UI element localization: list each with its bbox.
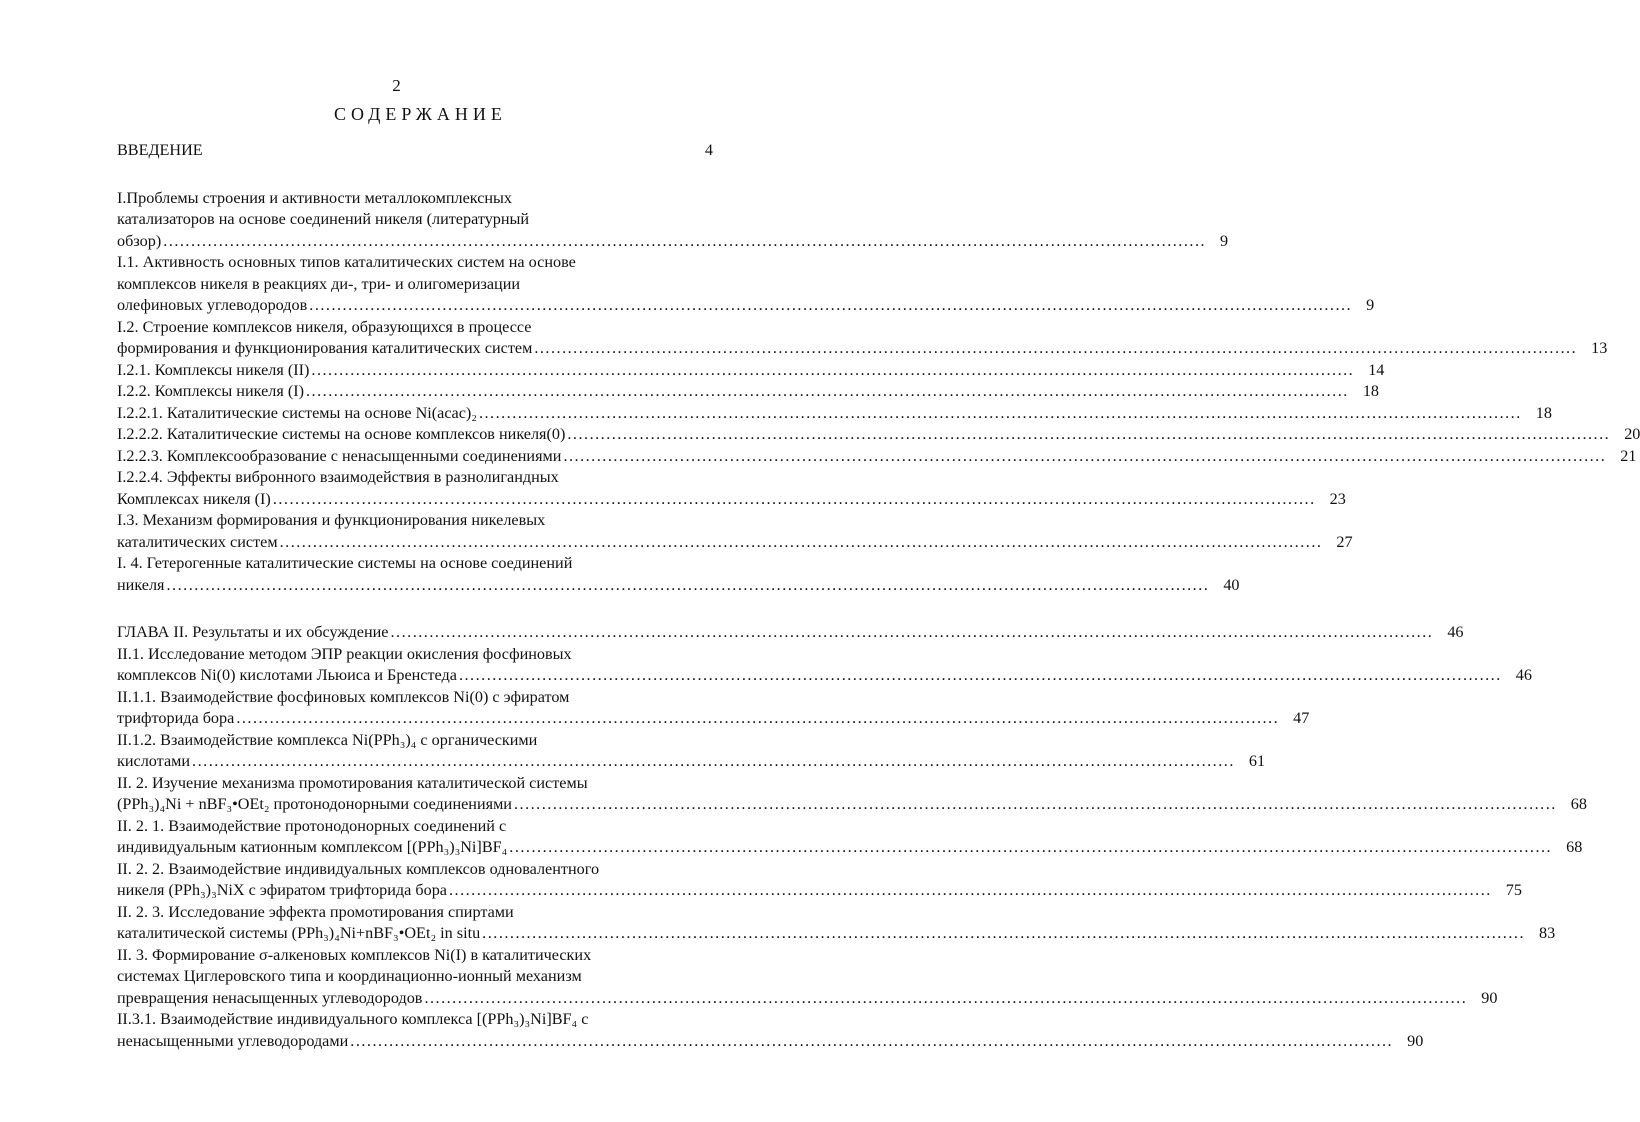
toc-entry-line [117,773,1557,795]
toc-entry-line [117,880,1492,902]
toc-entry-text [117,859,1506,902]
toc-page-number: 27 [1336,532,1353,551]
toc-entry-line [117,1031,1393,1053]
toc-page-number: 68 [1570,795,1587,813]
toc-entry-line [117,859,1492,881]
toc-line-text: I.2.2.1. Каталитические системы на основе Ni(acac)₂ [117,403,477,422]
dot-leader [311,360,1354,382]
toc-entry [117,1009,1424,1052]
toc-entry-text [117,644,1516,687]
dot-leader [534,338,1577,360]
toc-entry [117,140,713,162]
toc-line-text: каталитической системы (PPh₃)₄Ni+nBF₃•OEt₂ in situ [117,924,481,942]
dot-leader [280,532,1323,554]
toc-entry [117,188,1229,253]
toc-line-text: II. 2. 3. Исследование эффекта промотирования спиртами [117,902,514,921]
toc-entry-line [117,231,1206,253]
toc-entry-line [117,751,1235,773]
toc-line-text: II.1.1. Взаимодействие фосфиновых комплексов Ni(0) с эфиратом [117,687,570,706]
toc-entry [117,644,1532,687]
dot-leader [236,708,1279,730]
toc-line-text: обзор) [117,231,162,250]
toc-entry-line [117,945,1467,967]
section-gap [117,162,713,188]
toc-entry [117,360,1385,382]
toc-line-text: превращения ненасыщенных углеводородов [117,988,423,1007]
toc-entry-text [117,902,1539,945]
dot-leader [309,295,1352,317]
toc-page-number: 46 [1447,623,1464,641]
toc-line-text: Комплексах никеля (I) [117,489,271,508]
toc-entry-line [117,252,1352,274]
toc-entry-line [117,575,1209,597]
toc-entry-line [117,988,1467,1010]
toc-entry-line [117,338,1577,360]
toc-entry-line [117,532,1322,554]
toc-entry-line [117,1009,1393,1031]
toc-page-number: 13 [1591,339,1608,357]
toc-entry-line [117,295,1352,317]
toc-entry-line [117,489,1316,511]
toc-line-text: I.2.2. Комплексы никеля (I) [117,382,304,400]
toc-entry-text [117,945,1481,1010]
toc-entry [117,252,1375,317]
toc-line-text: комплексов никеля в реакциях ди-, три- и олигомеризации [117,274,521,293]
toc-entry-text [117,381,1363,403]
toc-line-text: II. 2. 1. Взаимодействие протонодонорных соединений с [117,816,507,835]
dot-leader [391,622,1434,644]
toc-entry [117,403,1552,425]
dot-leader [167,575,1210,597]
toc-entry-line [117,510,1322,532]
dot-leader [479,403,1522,425]
toc-line-text: никеля (PPh₃)₃NiX с эфиратом трифторида бора [117,881,447,899]
toc-entry [117,510,1353,553]
toc-page-number: 47 [1293,709,1310,727]
toc-entry-text [117,730,1249,773]
toc-line-text: I.1. Активность основных типов каталитических систем на основе [117,253,576,271]
toc-line-text: ненасыщенными углеводородами [117,1031,349,1050]
toc-line-text: олефиновых углеводородов [117,296,308,314]
toc-line-text: индивидуальным катионным комплексом [(PPh₃)₃Ni]BF₄ [117,838,508,856]
toc-line-text: I.2.2.4. Эффекты вибронного взаимодействия в разнолигандных [117,468,559,486]
toc-entry-line [117,467,1316,489]
toc-entry-line [117,665,1502,687]
toc-page-number: 23 [1329,489,1346,508]
toc-entry-text [117,403,1536,425]
toc-entry-text [117,317,1591,360]
toc-entry-line [117,446,1606,468]
toc-entry [117,467,1346,510]
toc-line-text: I. 4. Гетерогенные каталитические системы на основе соединений [117,554,573,572]
toc-entry-text [117,188,1220,253]
toc-line-text: I.Проблемы строения и активности металлокомплексных [117,188,513,207]
toc-entry [117,730,1266,773]
toc-entry-line [117,381,1349,403]
toc-line-text: I.2.1. Комплексы никеля (II) [117,360,310,379]
toc-entry-text [117,622,1447,644]
toc-line-text: ВВЕДЕНИЕ [117,141,203,159]
toc-entry-line [117,966,1467,988]
toc-entry-text [117,510,1336,553]
toc-entry-line [117,209,1206,231]
dot-leader [424,988,1467,1010]
dot-leader [509,837,1552,859]
toc-line-text: II. 2. Изучение механизма промотирования каталитической системы [117,773,588,792]
toc-entry-line [117,923,1525,945]
toc-entry-text [117,446,1620,468]
toc-line-text: кислотами [117,752,191,770]
toc-page-number: 14 [1368,360,1385,379]
dot-leader [449,880,1492,902]
section-gap [117,596,713,622]
toc-entry [117,859,1522,902]
toc-page-number: 90 [1407,1031,1424,1050]
toc-entry-line [117,274,1352,296]
toc-line-text: II.1.2. Взаимодействие комплекса Ni(PPh₃)₄ с органическими [117,730,538,749]
toc-entry-line [117,360,1354,382]
toc-entry-line [117,837,1552,859]
toc-line-text: I.2. Строение комплексов никеля, образующихся в процессе [117,317,532,336]
toc-page-number: 61 [1248,752,1266,770]
toc-line-text: (PPh₃)₄Ni + nBF₃•OEt₂ протонодонорными соединениями [117,795,512,813]
toc-entry [117,945,1498,1010]
toc-page-number: 40 [1223,575,1240,594]
toc-entry-line [117,902,1525,924]
toc-entry [117,424,1640,446]
toc-entry-text [117,553,1223,596]
toc-line-text: II. 2. 2. Взаимодействие индивидуальных комплексов одновалентного [117,859,600,878]
toc-page-number: 9 [1220,231,1229,250]
toc-line-text: I.2.2.2. Каталитические системы на основе комплексов никеля(0) [117,425,566,443]
toc-entry-text [117,360,1368,382]
toc-entry [117,381,1379,403]
toc-entry [117,553,1240,596]
toc-page-number: 18 [1362,382,1379,400]
toc-page-number: 46 [1515,666,1532,684]
toc-entry [117,446,1637,468]
toc-entry-text [117,140,683,162]
toc-entry [117,773,1587,816]
toc-line-text: II. 3. Формирование σ-алкеновых комплексов Ni(I) в каталитических [117,945,592,964]
toc-page-number: 9 [1366,296,1375,314]
toc-line-text: формирования и функционирования каталитических систем [117,339,533,357]
toc-entry-text [117,252,1366,317]
dot-leader [192,751,1235,773]
toc-entry-text [117,687,1293,730]
toc-line-text: катализаторов на основе соединений никеля (литературный [117,210,530,228]
toc-page-number: 83 [1538,924,1556,942]
toc-entry-line [117,403,1522,425]
toc-entry-text [117,1009,1407,1052]
dot-leader [514,794,1557,816]
table-of-contents [117,140,1640,1052]
toc-page-number: 20 [1624,425,1640,443]
toc-line-text: каталитических систем [117,532,278,551]
page-number: 2 [392,76,401,95]
toc-line-text: II.3.1. Взаимодействие индивидуального комплекса [(PPh₃)₃Ni]BF₄ с [117,1010,589,1028]
toc-entry-text [117,773,1571,816]
toc-page-number: 75 [1505,881,1522,899]
toc-page-number: 18 [1535,403,1552,422]
toc-entry [117,317,1608,360]
toc-page-number: 4 [704,141,713,159]
dot-leader [563,446,1606,468]
toc-entry-line [117,140,669,162]
dot-leader [482,923,1525,945]
toc-line-text: I.2.2.3. Комплексообразование с ненасыщенными соединениями [117,446,562,465]
toc-line-text: системах Циглеровского типа и координационно-ионный механизм [117,967,582,985]
toc-entry-line [117,553,1209,575]
toc-page-number: 68 [1566,838,1583,856]
dot-leader [306,381,1349,403]
dot-leader [459,665,1502,687]
toc-entry-line [117,188,1206,210]
dot-leader [567,424,1610,446]
dot-leader [273,489,1316,511]
dot-leader [350,1031,1393,1053]
toc-entry-line [117,794,1557,816]
toc-line-text: комплексов Ni(0) кислотами Льюиса и Бренстеда [117,666,457,684]
page-title: СОДЕРЖАНИЕ [334,104,507,124]
toc-entry-line [117,730,1235,752]
toc-entry-line [117,687,1279,709]
dot-leader [163,231,1206,253]
toc-entry-text [117,467,1330,510]
toc-line-text: II.1. Исследование методом ЭПР реакции окисления фосфиновых [117,644,572,663]
toc-entry-text [117,424,1624,446]
toc-entry-line [117,816,1552,838]
toc-entry-text [117,816,1566,859]
toc-entry [117,687,1310,730]
toc-entry [117,622,1464,644]
toc-entry [117,816,1583,859]
toc-entry-line [117,622,1433,644]
toc-line-text: ГЛАВА II. Результаты и их обсуждение [117,623,389,641]
toc-entry-line [117,644,1502,666]
toc-line-text: никеля [117,575,165,594]
toc-entry-line [117,424,1610,446]
toc-entry-line [117,708,1279,730]
toc-entry [117,902,1556,945]
toc-line-text: I.3. Механизм формирования и функционирования никелевых [117,511,546,529]
toc-entry-line [117,317,1577,339]
toc-page-number: 21 [1620,446,1637,465]
toc-line-text: трифторида бора [117,709,235,727]
toc-page-number: 90 [1481,988,1498,1007]
